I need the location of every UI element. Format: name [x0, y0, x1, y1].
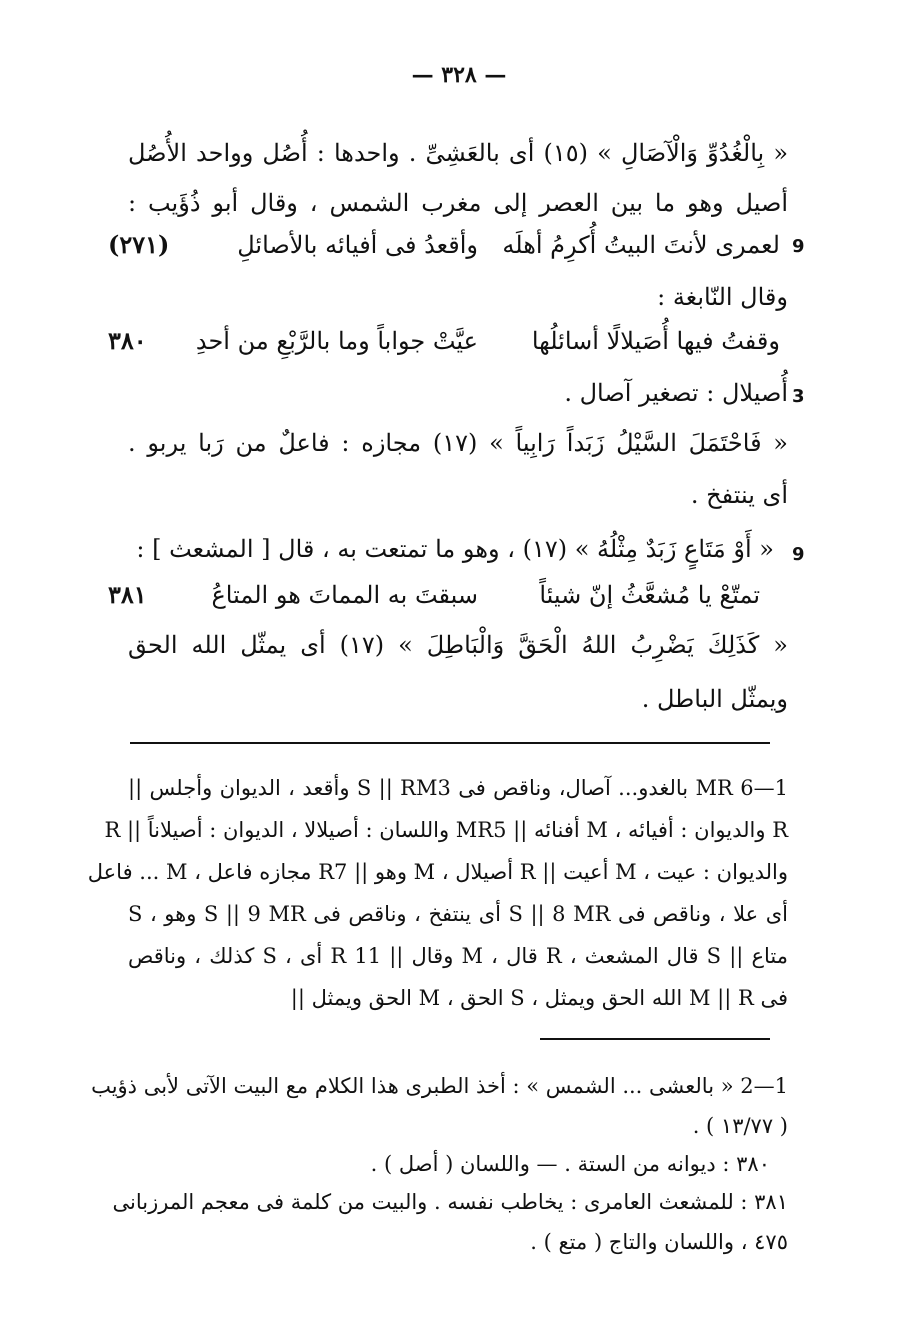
verse-hemistich-1: تمتّعْ يا مُشعَّثُ إنّ شيئاً [539, 581, 760, 609]
verse-abu-dhuayb [108, 230, 788, 262]
verse-mushaath [108, 580, 788, 612]
margin-line-number: 9 [792, 236, 805, 257]
footnote-line: ٣٨١ : للمشعث العامرى : يخاطب نفسه . والبيت من كلمة فى معجم المرزبانى [112, 1190, 788, 1214]
apparatus-line: أى علا ، وناقص فى S || 8 MR أى ينتفخ ، وناقص فى S || 9 MR وهو ، S [128, 902, 788, 926]
apparatus-line: R والديوان : أفيائه ، M أفنائه || MR5 واللسان : أصيلالا ، الديوان : أصيلاناً || R [104, 818, 788, 842]
margin-line-number: 9 [792, 544, 805, 565]
main-line-nabigha: وقال النّابغة : [657, 283, 788, 311]
main-line-usaylal: أُصيلال : تصغير آصال . [564, 379, 788, 407]
footnote-line: 1—2 « بالعشى ... الشمس » : أخذ الطبرى هذا الكلام مع البيت الآتى لأبى ذؤيب [91, 1074, 788, 1098]
verse-hemistich-2: وأقعدُ فى أفيائه بالأصائلِ [237, 231, 478, 259]
apparatus-line: والديوان : عيت ، M أعيت || R أصيلال ، M وهو || R7 مجازه فاعل ، M ... فاعل [87, 860, 788, 884]
verse-nabigha [108, 326, 788, 358]
footnote-line: ( ١٣/٧٧ ) . [692, 1114, 788, 1138]
verse-hemistich-1: لعمرى لأنتَ البيتُ أُكرِمُ أهلَه [502, 231, 780, 259]
verse-number: (٢٧١) [108, 230, 170, 259]
main-line-wayumaththil: ويمثّل الباطل . [641, 685, 788, 713]
apparatus-line: فى M || R الله الحق ويمثل ، S الحق ، M الحق ويمثل || [290, 986, 788, 1010]
apparatus-line: 1—6 MR بالغدو... آصال، وناقص فى S || RM3 وأقعد ، الديوان وأجلس || [128, 776, 788, 800]
verse-number: ٣٨٠ [108, 326, 147, 355]
verse-hemistich-2: سبقتَ به المماتَ هو المتاعُ [211, 581, 478, 609]
notes-separator [540, 1038, 770, 1040]
apparatus-line: متاع || S قال المشعث ، R قال ، M وقال || 11 R أى ، S كذلك ، وناقص [128, 944, 789, 968]
main-line-2: أصيل وهو ما بين العصر إلى مغرب الشمس ، وقال أبو ذُؤَيب : [128, 189, 788, 217]
footnote-line: ٤٧٥ ، واللسان والتاج ( متع ) . [530, 1230, 788, 1254]
main-line-1: « بِالْغُدُوِّ وَالْآصَالِ » (١٥) أى بالعَشِىِّ . واحدها : أُصُل وواحد الأُصُل [128, 139, 789, 167]
margin-line-number: 3 [792, 386, 805, 407]
verse-number: ٣٨١ [108, 580, 147, 609]
main-line-yantafikh: أى ينتفخ . [690, 481, 788, 509]
main-line-kadhalika: « كَذَلِكَ يَضْرِبُ اللهُ الْحَقَّ وَالْبَاطِلَ » (١٧) أى يمثّل الله الحق [128, 631, 788, 659]
verse-hemistich-1: وقفتُ فيها أُصَيلالًا أسائلُها [531, 327, 780, 355]
page-number: — ٣٢٨ — [411, 62, 507, 88]
verse-hemistich-2: عيَّتْ جواباً وما بالرَّبْعِ من أحدِ [195, 327, 478, 355]
apparatus-separator [130, 742, 770, 744]
footnote-line: ٣٨٠ : ديوانه من الستة . — واللسان ( أصل ) . [370, 1152, 770, 1176]
main-line-ihtamala: « فَاحْتَمَلَ السَّيْلُ زَبَداً رَابِياً » (١٧) مجازه : فاعلٌ من رَبا يربو . [128, 429, 788, 457]
main-line-mata: « أَوْ مَتَاعٍ زَبَدٌ مِثْلُهُ » (١٧) ، وهو ما تمتعت به ، قال [ المشعث ] : [136, 535, 774, 563]
